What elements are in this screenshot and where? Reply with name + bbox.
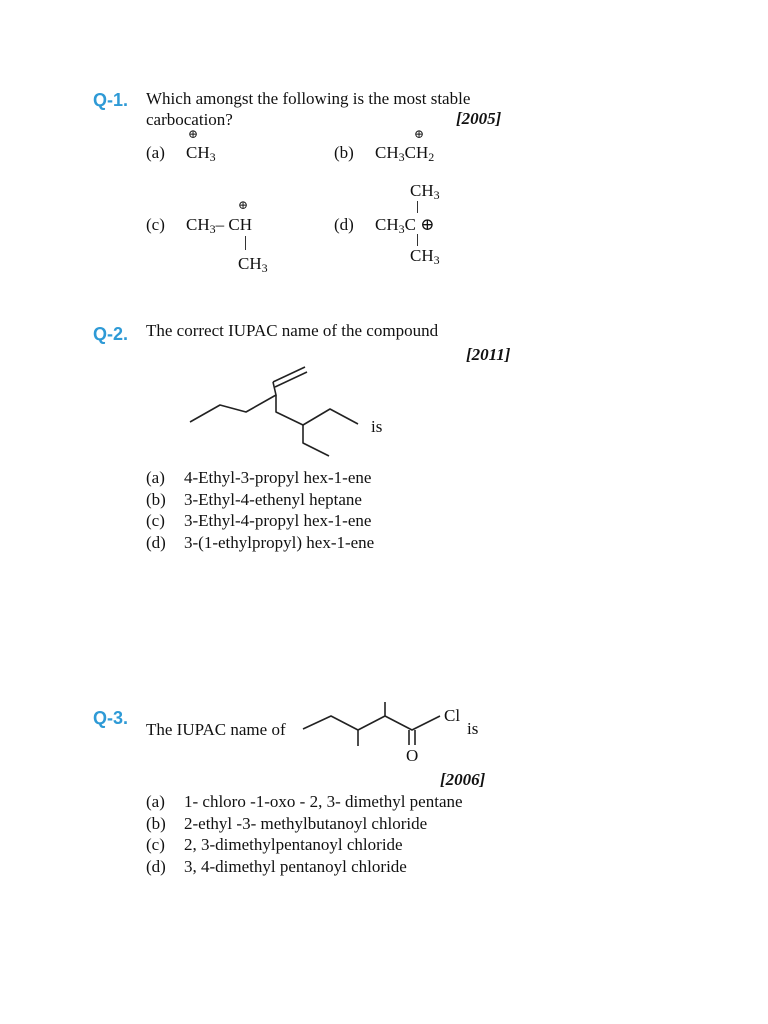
q2-structure-suffix: is: [371, 417, 383, 436]
q3-atom-cl: Cl: [444, 706, 461, 725]
q1-option-b-formula: $CH_3CH_2$: [375, 143, 435, 164]
q2-option-d[interactable]: (d) 3-(1-ethylpropyl) hex-1-ene: [146, 532, 375, 552]
q1-option-d-formula: $CH_3C$ ⊕: [375, 215, 435, 236]
q3-option-d[interactable]: (d) 3, 4-dimethyl pentanoyl chloride: [146, 856, 407, 876]
question-1-year: [2005]: [456, 109, 502, 128]
q1-option-d-letter: (d): [334, 215, 354, 234]
q1-option-a-formula: $CH_3$: [186, 143, 216, 164]
question-2-year: [2011]: [466, 345, 511, 364]
q1-option-d-top-group: $CH_3$: [410, 181, 440, 202]
q2-option-a[interactable]: (a) 4-Ethyl-3-propyl hex-1-ene: [146, 468, 372, 487]
q1-option-b-plus: ⊕: [414, 127, 425, 141]
q1-option-c-formula: $CH_3-$ CH: [186, 215, 252, 236]
q3-option-a[interactable]: (a) 1- chloro -1-oxo - 2, 3- dimethyl pentane: [146, 792, 463, 811]
q1-option-d-bottom-group: $CH_3$: [410, 246, 440, 267]
question-3-label: Q-3.: [93, 708, 129, 728]
q1-option-c-letter: (c): [146, 215, 165, 234]
q2-option-c[interactable]: (c) 3-Ethyl-4-propyl hex-1-ene: [146, 511, 372, 530]
question-1-text-line1: Which amongst the following is the most stable: [146, 89, 471, 108]
q1-option-b-letter: (b): [334, 143, 354, 162]
question-2-text: The correct IUPAC name of the compound: [146, 321, 439, 340]
q3-structure-suffix: is: [467, 719, 479, 738]
q1-option-c-plus: ⊕: [238, 198, 249, 212]
q3-option-c[interactable]: (c) 2, 3-dimethylpentanoyl chloride: [146, 835, 403, 854]
q1-option-c-branch: $CH_3$: [238, 254, 268, 275]
question-3-year: [2006]: [440, 770, 486, 789]
q1-option-a-plus: ⊕: [188, 127, 199, 141]
q1-option-a-letter: (a): [146, 143, 165, 162]
q3-atom-o: O: [406, 746, 419, 765]
question-2-label: Q-2.: [93, 324, 129, 344]
question-3-text: The IUPAC name of: [146, 720, 286, 739]
q3-options-list: [146, 791, 463, 877]
question-1-label: Q-1.: [93, 90, 129, 110]
q2-option-b[interactable]: (b) 3-Ethyl-4-ethenyl heptane: [146, 489, 362, 509]
question-1-text-line2: carbocation?: [146, 110, 233, 129]
q3-option-b[interactable]: (b) 2-ethyl -3- methylbutanoyl chloride: [146, 813, 428, 833]
